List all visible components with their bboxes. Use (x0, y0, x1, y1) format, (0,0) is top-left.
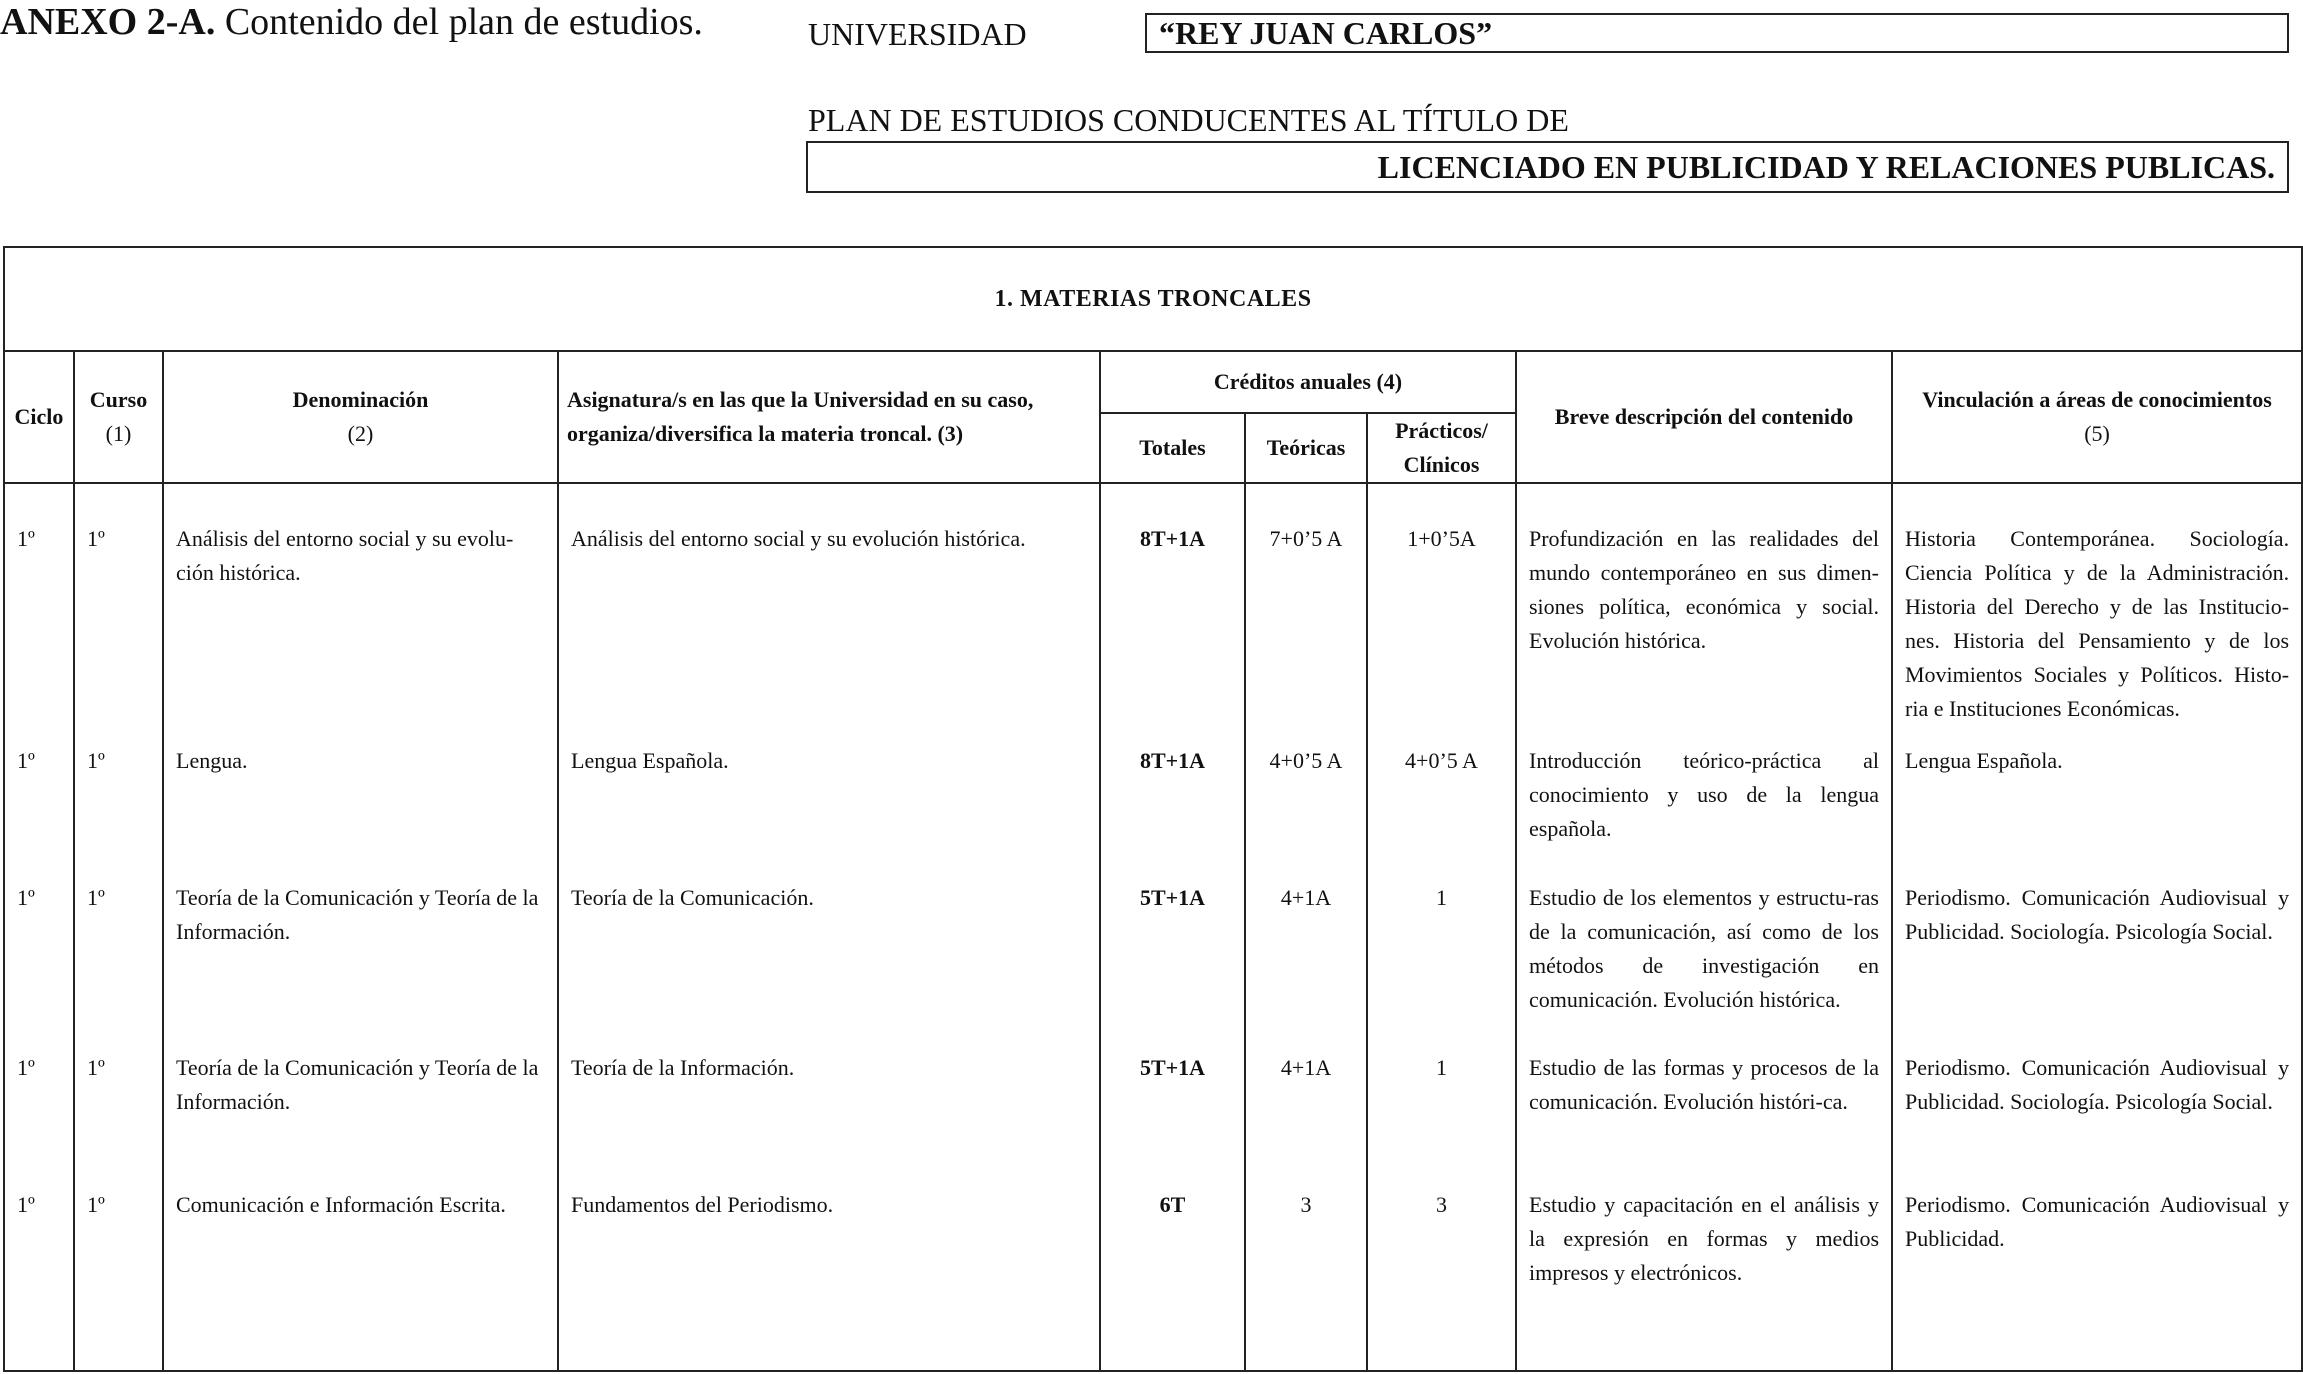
cell-vinculacion: Periodismo. Comunicación Audiovisual y Publicidad. (1892, 1174, 2302, 1371)
cell-teoricas: 7+0’5 A (1245, 483, 1367, 730)
degree-title-box: LICENCIADO EN PUBLICIDAD Y RELACIONES PUBLICAS. (806, 141, 2289, 193)
column-header-curso (74, 351, 163, 483)
cell-vinculacion: Periodismo. Comunicación Audiovisual y Publicidad. Sociología. Psicología Social. (1892, 1037, 2302, 1174)
cell-descripcion: Estudio y capacitación en el análisis y la expresión en formas y medios impresos y electrónicos. (1516, 1174, 1892, 1371)
section-title: 1. MATERIAS TRONCALES (4, 247, 2302, 351)
column-header-denominacion (163, 351, 558, 483)
column-header-vinculacion (1892, 351, 2302, 483)
cell-ciclo: 1º (4, 730, 74, 867)
cell-practicos: 1+0’5A (1367, 483, 1516, 730)
curriculum-table (3, 246, 2303, 1372)
cell-curso: 1º (74, 483, 163, 730)
vinculacion-note: (5) (2084, 421, 2110, 446)
cell-asignatura: Fundamentos del Periodismo. (558, 1174, 1100, 1371)
university-label: UNIVERSIDAD (808, 16, 1027, 52)
curso-label: Curso (89, 387, 148, 412)
vinculacion-label: Vinculación a áreas de conocimientos (1922, 387, 2272, 412)
cell-denominacion: Comunicación e Información Escrita. (163, 1174, 558, 1371)
cell-denominacion: Teoría de la Comunicación y Teoría de la Información. (163, 1037, 558, 1174)
cell-practicos: 1 (1367, 1037, 1516, 1174)
column-header-asignatura: Asignatura/s en las que la Universidad en su caso, organiza/diversifica la materia troncal. (3) (558, 351, 1100, 483)
table-row (4, 730, 2302, 867)
table-row (4, 483, 2302, 730)
cell-curso: 1º (74, 1037, 163, 1174)
cell-asignatura: Lengua Española. (558, 730, 1100, 867)
table-row (4, 867, 2302, 1037)
cell-descripcion: Estudio de los elementos y estructu-ras de la comunicación, así como de los métodos de investigación en comunicación. Evolución histórica. (1516, 867, 1892, 1037)
column-header-descripcion: Breve descripción del contenido (1516, 351, 1892, 483)
cell-descripcion: Estudio de las formas y procesos de la comunicación. Evolución históri-ca. (1516, 1037, 1892, 1174)
column-header-ciclo: Ciclo (4, 351, 74, 483)
annex-heading (0, 0, 703, 44)
column-header-teoricas: Teóricas (1245, 413, 1367, 483)
table-row (4, 1174, 2302, 1371)
cell-ciclo: 1º (4, 867, 74, 1037)
cell-descripcion: Profundización en las realidades del mundo contemporáneo en sus dimen-siones política, económica y social. Evolución histórica. (1516, 483, 1892, 730)
table-row (4, 1037, 2302, 1174)
cell-ciclo: 1º (4, 1174, 74, 1371)
cell-ciclo: 1º (4, 483, 74, 730)
cell-practicos: 4+0’5 A (1367, 730, 1516, 867)
cell-totales: 8T+1A (1100, 730, 1245, 867)
cell-denominacion: Teoría de la Comunicación y Teoría de la Información. (163, 867, 558, 1037)
cell-asignatura: Teoría de la Comunicación. (558, 867, 1100, 1037)
cell-asignatura: Teoría de la Información. (558, 1037, 1100, 1174)
annex-description: Contenido del plan de estudios. (215, 1, 703, 43)
cell-practicos: 1 (1367, 867, 1516, 1037)
column-header-practicos: Prácticos/ Clínicos (1367, 413, 1516, 483)
cell-practicos: 3 (1367, 1174, 1516, 1371)
cell-ciclo: 1º (4, 1037, 74, 1174)
university-name-box: “REY JUAN CARLOS” (1145, 13, 2289, 53)
denominacion-label: Denominación (292, 387, 429, 412)
cell-teoricas: 4+0’5 A (1245, 730, 1367, 867)
cell-vinculacion: Lengua Española. (1892, 730, 2302, 867)
plan-label: PLAN DE ESTUDIOS CONDUCENTES AL TÍTULO DE (808, 102, 1569, 138)
column-header-totales: Totales (1100, 413, 1245, 483)
cell-vinculacion: Periodismo. Comunicación Audiovisual y Publicidad. Sociología. Psicología Social. (1892, 867, 2302, 1037)
cell-teoricas: 4+1A (1245, 1037, 1367, 1174)
curso-note: (1) (105, 421, 132, 446)
denominacion-note: (2) (347, 421, 374, 446)
cell-descripcion: Introducción teórico-práctica al conocimiento y uso de la lengua española. (1516, 730, 1892, 867)
cell-asignatura: Análisis del entorno social y su evolución histórica. (558, 483, 1100, 730)
cell-totales: 5T+1A (1100, 1037, 1245, 1174)
cell-denominacion: Lengua. (163, 730, 558, 867)
cell-teoricas: 4+1A (1245, 867, 1367, 1037)
annex-label: ANEXO 2-A. (0, 1, 216, 43)
curriculum-table-container (3, 246, 2301, 1372)
cell-totales: 8T+1A (1100, 483, 1245, 730)
cell-curso: 1º (74, 1174, 163, 1371)
column-header-creditos: Créditos anuales (4) (1100, 351, 1516, 413)
cell-curso: 1º (74, 730, 163, 867)
cell-totales: 6T (1100, 1174, 1245, 1371)
cell-curso: 1º (74, 867, 163, 1037)
cell-vinculacion: Historia Contemporánea. Sociología. Ciencia Política y de la Administración. Historia del Derecho y de las Institucio-nes. Historia del Pensamiento y de los Movimientos Sociales y Políticos. Histo-ria e Instituciones Económicas. (1892, 483, 2302, 730)
cell-teoricas: 3 (1245, 1174, 1367, 1371)
cell-denominacion: Análisis del entorno social y su evolu-ción histórica. (163, 483, 558, 730)
cell-totales: 5T+1A (1100, 867, 1245, 1037)
